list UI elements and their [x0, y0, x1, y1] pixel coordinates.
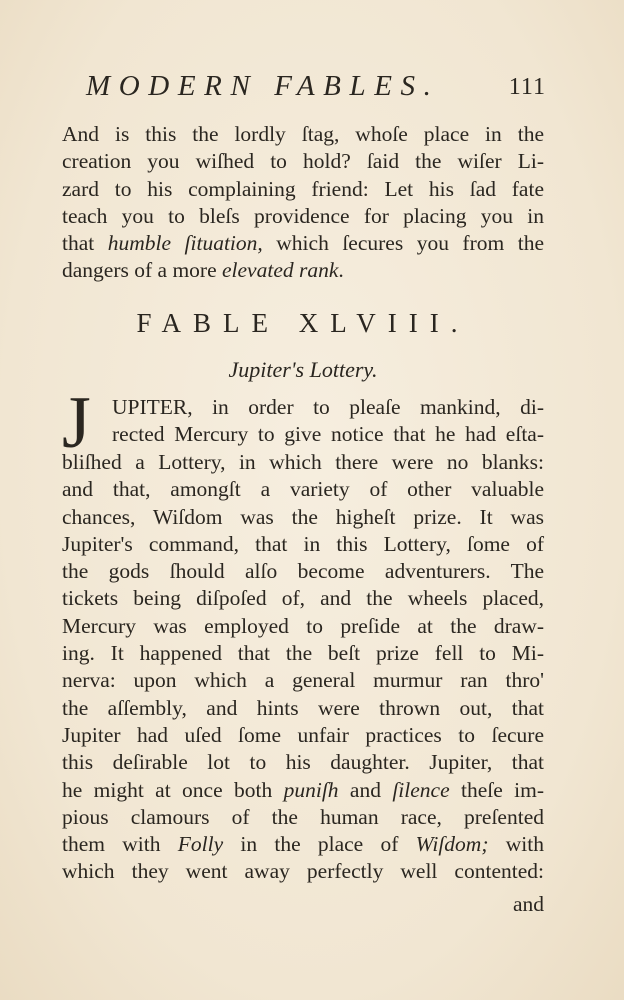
text-line: teach you to bleſs providence for placing you in [62, 203, 544, 228]
running-title: MODERN FABLES. [86, 70, 440, 102]
text-run: he might at once both [62, 777, 284, 802]
text-line: bliſhed a Lottery, in which there were no blanks: [62, 450, 544, 474]
text-line: tickets being diſpoſed of, and the wheels placed, [62, 586, 544, 611]
text-line: the aſſembly, and hints were thrown out, that [62, 695, 544, 720]
page-number: 111 [508, 74, 546, 100]
text-run: that [62, 231, 108, 256]
text-line: pious clamours of the human race, preſented [62, 804, 544, 829]
text-line: creation you wiſhed to hold? ſaid the wiſer Li- [62, 149, 544, 174]
fable-opening-lines [112, 394, 544, 449]
text-line: this deſirable lot to his daughter. Jupiter, that [62, 750, 544, 775]
text-line: UPITER, in order to pleaſe mankind, di- [112, 395, 544, 419]
text-run: dangers of a more [62, 258, 222, 283]
text-run: and [338, 777, 393, 802]
text-line: chances, Wiſdom was the higheſt prize. It was [62, 504, 544, 529]
italic-run: elevated rank [222, 258, 339, 283]
text-line [62, 257, 544, 284]
page-header [86, 70, 546, 110]
text-run: . [338, 258, 344, 283]
drop-cap: J [62, 382, 91, 464]
fable-title: FABLE XLVIII. [136, 308, 470, 338]
text-line [62, 230, 544, 257]
text-line [62, 777, 544, 804]
italic-run: humble ſituation, [107, 231, 263, 256]
text-line: Jupiter had uſed ſome unfair practices to ſecure [62, 722, 544, 747]
text-line: zard to his complaining friend: Let his ſad fate [62, 176, 544, 201]
text-line: which they went away perfectly well contented: [62, 859, 544, 884]
text-run: in the place of [223, 832, 416, 857]
text-line: rected Mercury to give notice that he had eſta- [112, 422, 544, 447]
text-run: which ſecures you from the [262, 231, 544, 256]
text-line: Mercury was employed to preſide at the draw- [62, 613, 544, 638]
italic-run: Wiſdom; [415, 832, 489, 857]
text-line: and that, amongſt a variety of other valuable [62, 477, 544, 502]
catchword: and [512, 892, 544, 916]
text-line: Jupiter's command, that in this Lottery, ſome of [62, 531, 544, 556]
italic-run: Folly [177, 832, 224, 857]
italic-run: ſilence [392, 777, 450, 802]
text-run: with [488, 832, 544, 857]
text-line [62, 831, 544, 858]
text-line: nerva: upon which a general murmur ran thro' [62, 668, 544, 693]
fable-body [62, 449, 544, 886]
text-run: them with [62, 832, 178, 857]
closing-paragraph [62, 121, 544, 285]
text-line: the gods ſhould alſo become adventurers. The [62, 559, 544, 584]
text-run: theſe im- [449, 777, 544, 802]
fable-subtitle: Jupiter's Lottery. [228, 357, 378, 382]
text-line: And is this the lordly ſtag, whoſe place in the [62, 122, 544, 146]
text-line: ing. It happened that the beſt prize fell to Mi- [62, 641, 544, 666]
italic-run: puniſh [283, 777, 339, 802]
